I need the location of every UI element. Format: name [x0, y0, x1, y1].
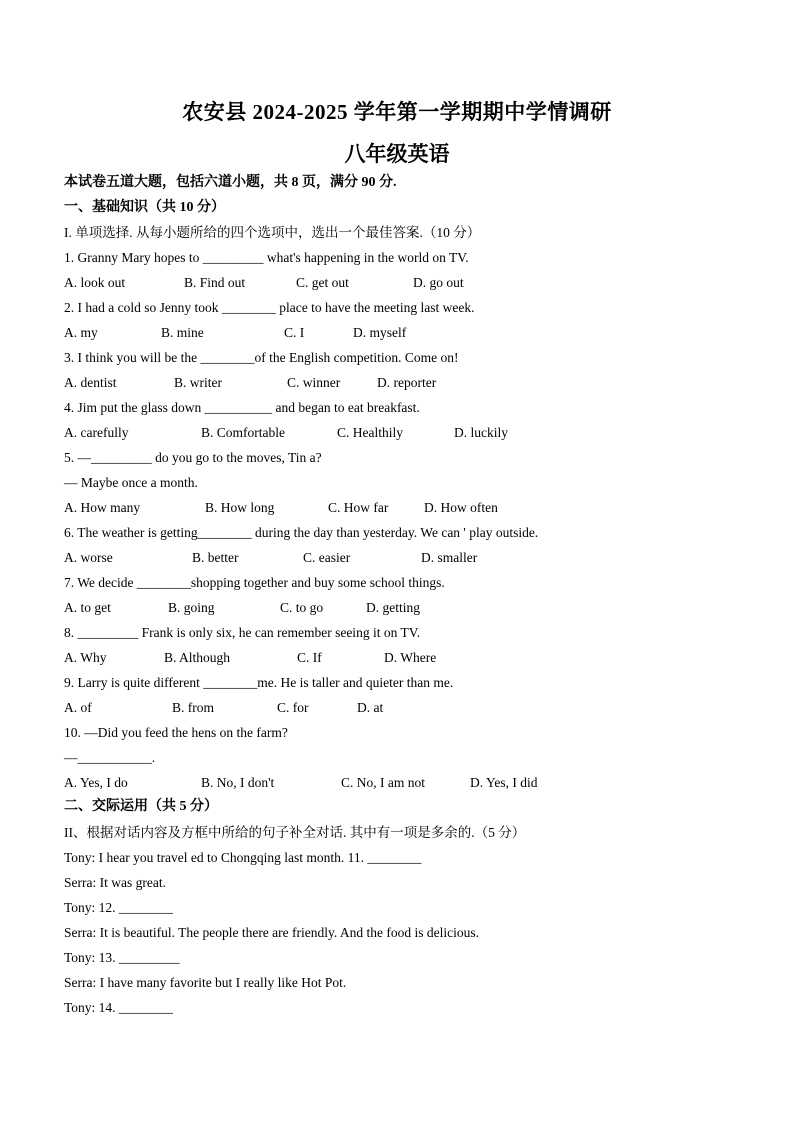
- option-b: B. How long: [205, 500, 275, 515]
- question-4-options: [64, 424, 744, 442]
- option-c: C. easier: [303, 550, 351, 565]
- option-d: D. myself: [353, 325, 407, 340]
- option-a: A. look out: [64, 275, 126, 290]
- option-d: D. at: [357, 700, 384, 715]
- question-5: 5. —_________ do you go to the moves, Tin a?: [64, 450, 322, 465]
- dialogue-line: Tony: I hear you travel ed to Chongqing last month. 11. ________: [64, 850, 422, 865]
- exam-intro: 本试卷五道大题，包括六道小题，共 8 页，满分 90 分.: [64, 175, 397, 190]
- option-d: D. smaller: [421, 550, 478, 565]
- exam-title: 农安县 2024-2025 学年第一学期期中学情调研: [182, 100, 612, 124]
- option-c: C. get out: [296, 275, 349, 290]
- option-d: D. reporter: [377, 375, 437, 390]
- question-10: 10. —Did you feed the hens on the farm?: [64, 725, 288, 740]
- section1-instruction: I. 单项选择. 从每小题所给的四个选项中，选出一个最佳答案.（10 分）: [64, 225, 481, 240]
- option-a: A. to get: [64, 600, 111, 615]
- option-c: C. How far: [328, 500, 389, 515]
- question-5-options: [64, 499, 744, 517]
- question-4: 4. Jim put the glass down __________ and began to eat breakfast.: [64, 400, 420, 415]
- question-1: 1. Granny Mary hopes to _________ what's happening in the world on TV.: [64, 250, 469, 265]
- option-c: C. No, I am not: [341, 775, 425, 790]
- question-8-options: [64, 649, 744, 667]
- dialogue-line: Serra: It is beautiful. The people there are friendly. And the food is delicious.: [64, 925, 479, 940]
- option-b: B. better: [192, 550, 239, 565]
- option-b: B. from: [172, 700, 214, 715]
- question-10-options: [64, 774, 744, 792]
- option-a: A. of: [64, 700, 92, 715]
- option-d: D. Yes, I did: [470, 775, 538, 790]
- option-b: B. Comfortable: [201, 425, 285, 440]
- question-9: 9. Larry is quite different ________me. He is taller and quieter than me.: [64, 675, 454, 690]
- option-a: A. dentist: [64, 375, 117, 390]
- question-10-reply: —___________.: [64, 750, 156, 765]
- question-8: 8. _________ Frank is only six, he can remember seeing it on TV.: [64, 625, 421, 640]
- option-b: B. No, I don't: [201, 775, 275, 790]
- option-a: A. my: [64, 325, 98, 340]
- option-a: A. carefully: [64, 425, 129, 440]
- dialogue-line: Tony: 12. ________: [64, 900, 173, 915]
- question-2-options: [64, 324, 744, 342]
- option-c: C. to go: [280, 600, 324, 615]
- option-a: A. How many: [64, 500, 141, 515]
- option-d: D. getting: [366, 600, 420, 615]
- question-7-options: [64, 599, 744, 617]
- option-c: C. If: [297, 650, 322, 665]
- option-c: C. winner: [287, 375, 341, 390]
- option-a: A. worse: [64, 550, 113, 565]
- question-9-options: [64, 699, 744, 717]
- option-c: C. Healthily: [337, 425, 403, 440]
- option-c: C. I: [284, 325, 305, 340]
- option-a: A. Yes, I do: [64, 775, 128, 790]
- option-d: D. How often: [424, 500, 498, 515]
- option-c: C. for: [277, 700, 309, 715]
- option-d: D. luckily: [454, 425, 508, 440]
- option-b: B. writer: [174, 375, 222, 390]
- option-b: B. Find out: [184, 275, 246, 290]
- dialogue-line: Serra: It was great.: [64, 875, 166, 890]
- question-6-options: [64, 549, 744, 567]
- dialogue-line: Serra: I have many favorite but I really like Hot Pot.: [64, 975, 347, 990]
- exam-subtitle: 八年级英语: [344, 142, 450, 166]
- question-3-options: [64, 374, 744, 392]
- section2-heading: 二、交际运用（共 5 分）: [64, 799, 218, 814]
- question-6: 6. The weather is getting________ during the day than yesterday. We can ' play outside.: [64, 525, 539, 540]
- question-3: 3. I think you will be the ________of the English competition. Come on!: [64, 350, 459, 365]
- question-5-reply: — Maybe once a month.: [64, 475, 198, 490]
- question-2: 2. I had a cold so Jenny took ________ place to have the meeting last week.: [64, 300, 475, 315]
- option-d: D. go out: [413, 275, 464, 290]
- option-a: A. Why: [64, 650, 107, 665]
- option-b: B. Although: [164, 650, 231, 665]
- dialogue-line: Tony: 14. ________: [64, 1000, 173, 1015]
- option-d: D. Where: [384, 650, 437, 665]
- option-b: B. mine: [161, 325, 204, 340]
- question-7: 7. We decide ________shopping together and buy some school things.: [64, 575, 445, 590]
- section2-instruction: II、根据对话内容及方框中所给的句子补全对话. 其中有一项是多余的.（5 分）: [64, 825, 526, 840]
- dialogue-line: Tony: 13. _________: [64, 950, 180, 965]
- section1-heading: 一、基础知识（共 10 分）: [64, 200, 225, 215]
- question-1-options: [64, 274, 744, 292]
- option-b: B. going: [168, 600, 215, 615]
